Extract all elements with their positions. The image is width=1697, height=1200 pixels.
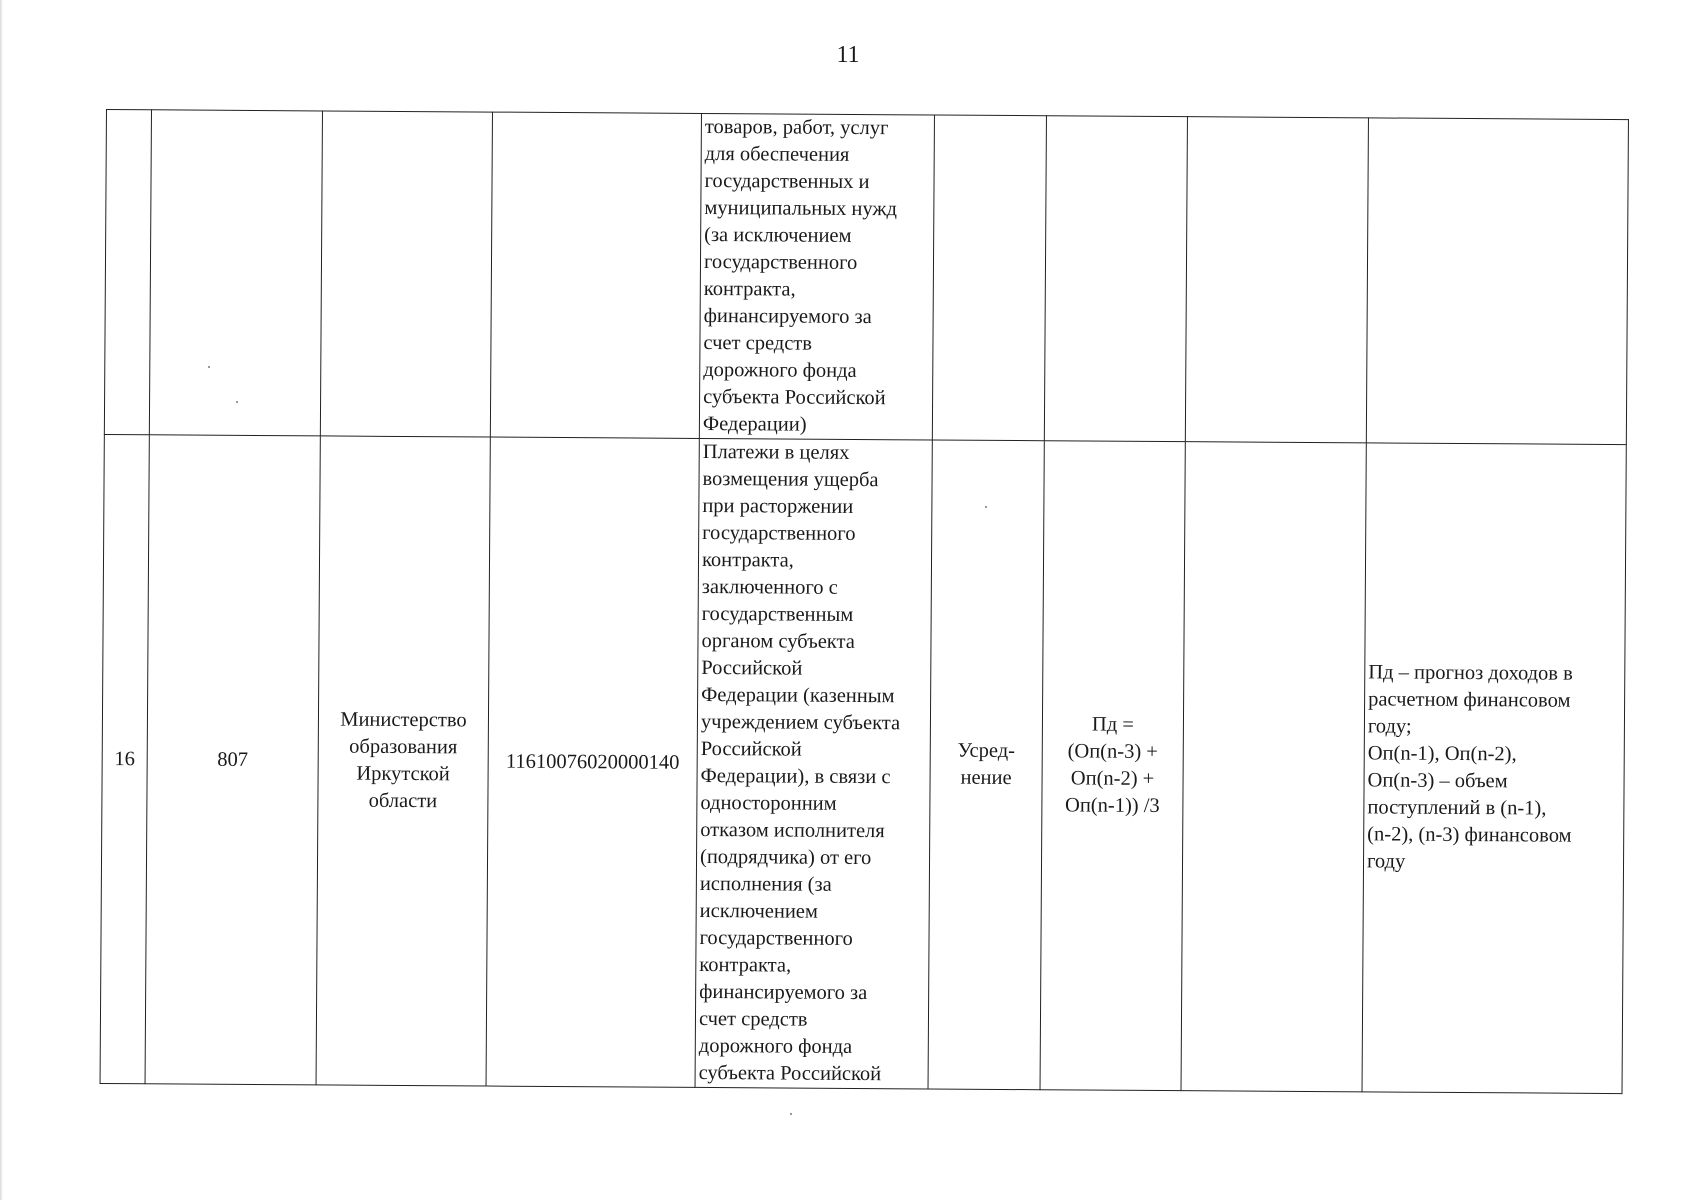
cell-kbk-code: 11610076020000140 <box>486 437 699 1087</box>
cell-administrator <box>320 111 492 437</box>
scan-speck <box>790 1113 792 1115</box>
table-row <box>104 110 1628 445</box>
cell-income-name: Платежи в целях возмещения ущерба при расторжении государственного контракта, заключенного с государственным органом субъекта Российской Федерации (казенным учреждением субъекта Российской Федерации), в связи с односторонним отказом исполнителя (подрядчика) от его исполнения (за исключением государственного контракта, финансируемого за счет средств дорожного фонда субъекта Российской <box>695 438 932 1089</box>
cell-kbk-code <box>490 112 701 438</box>
page-number: 11 <box>836 42 860 68</box>
cell-admin-code <box>149 110 322 436</box>
table-row <box>100 434 1626 1093</box>
cell-algorithm <box>1185 117 1368 443</box>
cell-admin-code: 807 <box>145 435 320 1085</box>
cell-formula: Пд = (Оп(n-3) + Оп(n-2) + Оп(n-1)) /3 <box>1040 441 1185 1091</box>
cell-method <box>932 115 1046 441</box>
cell-algorithm <box>1181 442 1366 1092</box>
cell-index <box>104 110 151 435</box>
scan-speck <box>236 401 238 403</box>
cell-method: Усред- нение <box>928 440 1044 1090</box>
cell-indicators <box>1366 118 1628 445</box>
scan-speck <box>208 366 210 368</box>
cell-formula <box>1044 116 1187 442</box>
cell-indicators: Пд – прогноз доходов в расчетном финансовом году; Оп(n-1), Оп(n-2), Оп(n-3) – объем поступлений в (n-1), (n-2), (n-3) финансовом году <box>1362 443 1626 1094</box>
scan-edge <box>0 0 3 1200</box>
cell-administrator: Министерство образования Иркутской области <box>316 436 490 1086</box>
cell-income-name: товаров, работ, услуг для обеспечения государственных и муниципальных нужд (за исключением государственного контракта, финансируемого за счет средств дорожного фонда субъекта Российской Федерации) <box>699 113 934 440</box>
scan-speck <box>985 506 987 508</box>
cell-index: 16 <box>100 434 149 1083</box>
forecast-table <box>100 109 1629 1094</box>
